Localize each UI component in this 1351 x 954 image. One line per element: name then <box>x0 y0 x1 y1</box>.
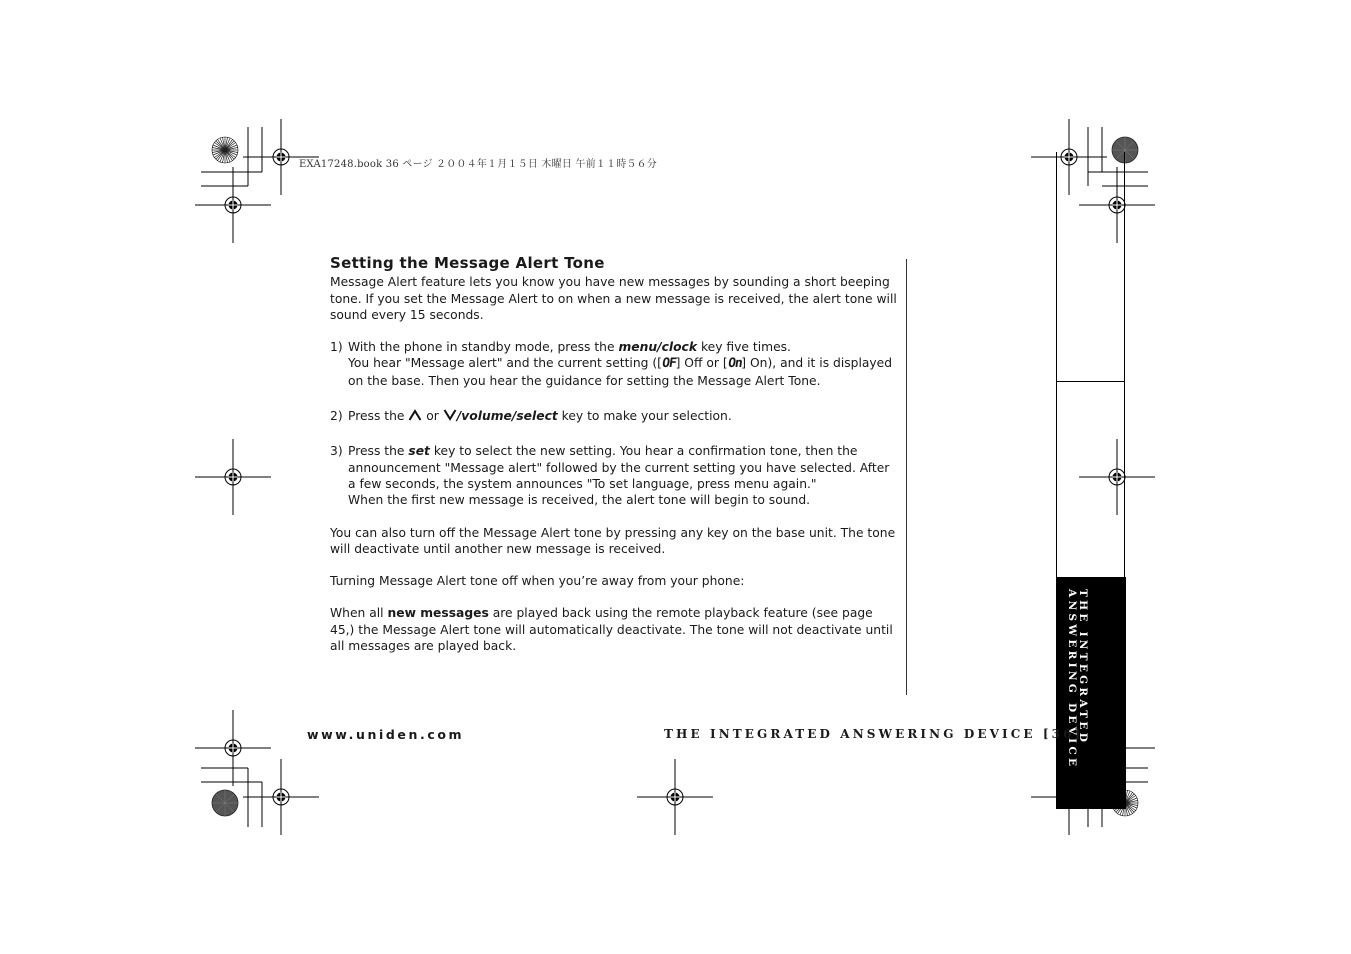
new-messages-emphasis: new messages <box>387 606 489 621</box>
footer-url: www.uniden.com <box>307 727 465 742</box>
step-3-detail: When the first new message is received, the alert tone will begin to sound. <box>348 493 811 508</box>
column-rule <box>906 259 907 695</box>
side-tab-frame <box>1056 152 1125 577</box>
step-3-text: Press the set key to select the new setting. You hear a confirmation tone, then the announcement "Message alert" followed by the current setting you have selected. After a few seconds, the system announces "To set language, press menu again." <box>348 444 890 491</box>
step-2-text: Press the or /volume/select key to make your selection. <box>348 409 732 424</box>
lcd-off-indicator: OF <box>660 356 677 372</box>
main-content <box>330 255 900 654</box>
lcd-on-indicator: On <box>726 356 743 372</box>
down-arrow-icon <box>443 409 457 421</box>
section-title: Setting the Message Alert Tone <box>330 254 605 272</box>
footer-page-title: THE INTEGRATED ANSWERING DEVICE [36] <box>664 727 1084 741</box>
step-3 <box>330 443 900 508</box>
step-1-number: 1) <box>330 340 343 355</box>
step-2-number: 2) <box>330 409 343 424</box>
step-1 <box>330 339 900 389</box>
print-header: EXA17248.book 36 ページ ２００４年１月１５日 木曜日 午前１１時５６分 <box>299 159 657 170</box>
menu-clock-key: menu/clock <box>618 340 698 355</box>
side-tab-divider <box>1056 381 1125 382</box>
side-tab-label <box>1066 589 1088 769</box>
up-arrow-icon <box>408 409 422 421</box>
side-tab-line-2: ANSWERING DEVICE <box>1066 589 1078 770</box>
remote-paragraph: When all new messages are played back using the remote playback feature (see page 45,) the Message Alert tone will automatically deactivate. The tone will not deactivate until all messages are played back. <box>330 606 893 654</box>
step-1-detail: You hear "Message alert" and the current setting ([OF] Off or [On] On), and it is displayed on the base. Then you hear the guidance for setting the Message Alert Tone. <box>348 356 893 388</box>
volume-select-key: /volume/select <box>456 409 558 424</box>
side-tab <box>1056 577 1126 809</box>
set-key: set <box>408 444 430 459</box>
step-1-text: With the phone in standby mode, press the menu/clock key five times. <box>348 340 791 355</box>
away-paragraph: Turning Message Alert tone off when you’re away from your phone: <box>330 574 745 589</box>
intro-paragraph: Message Alert feature lets you know you have new messages by sounding a short beeping tone. If you set the Message Alert to on when a new message is received, the alert tone will sound every 15 seconds. <box>330 275 897 322</box>
step-3-number: 3) <box>330 444 343 459</box>
step-2 <box>330 408 900 424</box>
side-tab-line-1: THE INTEGRATED <box>1077 589 1089 746</box>
turn-off-paragraph: You can also turn off the Message Alert tone by pressing any key on the base unit. The tone will deactivate until another new message is received. <box>330 525 896 556</box>
